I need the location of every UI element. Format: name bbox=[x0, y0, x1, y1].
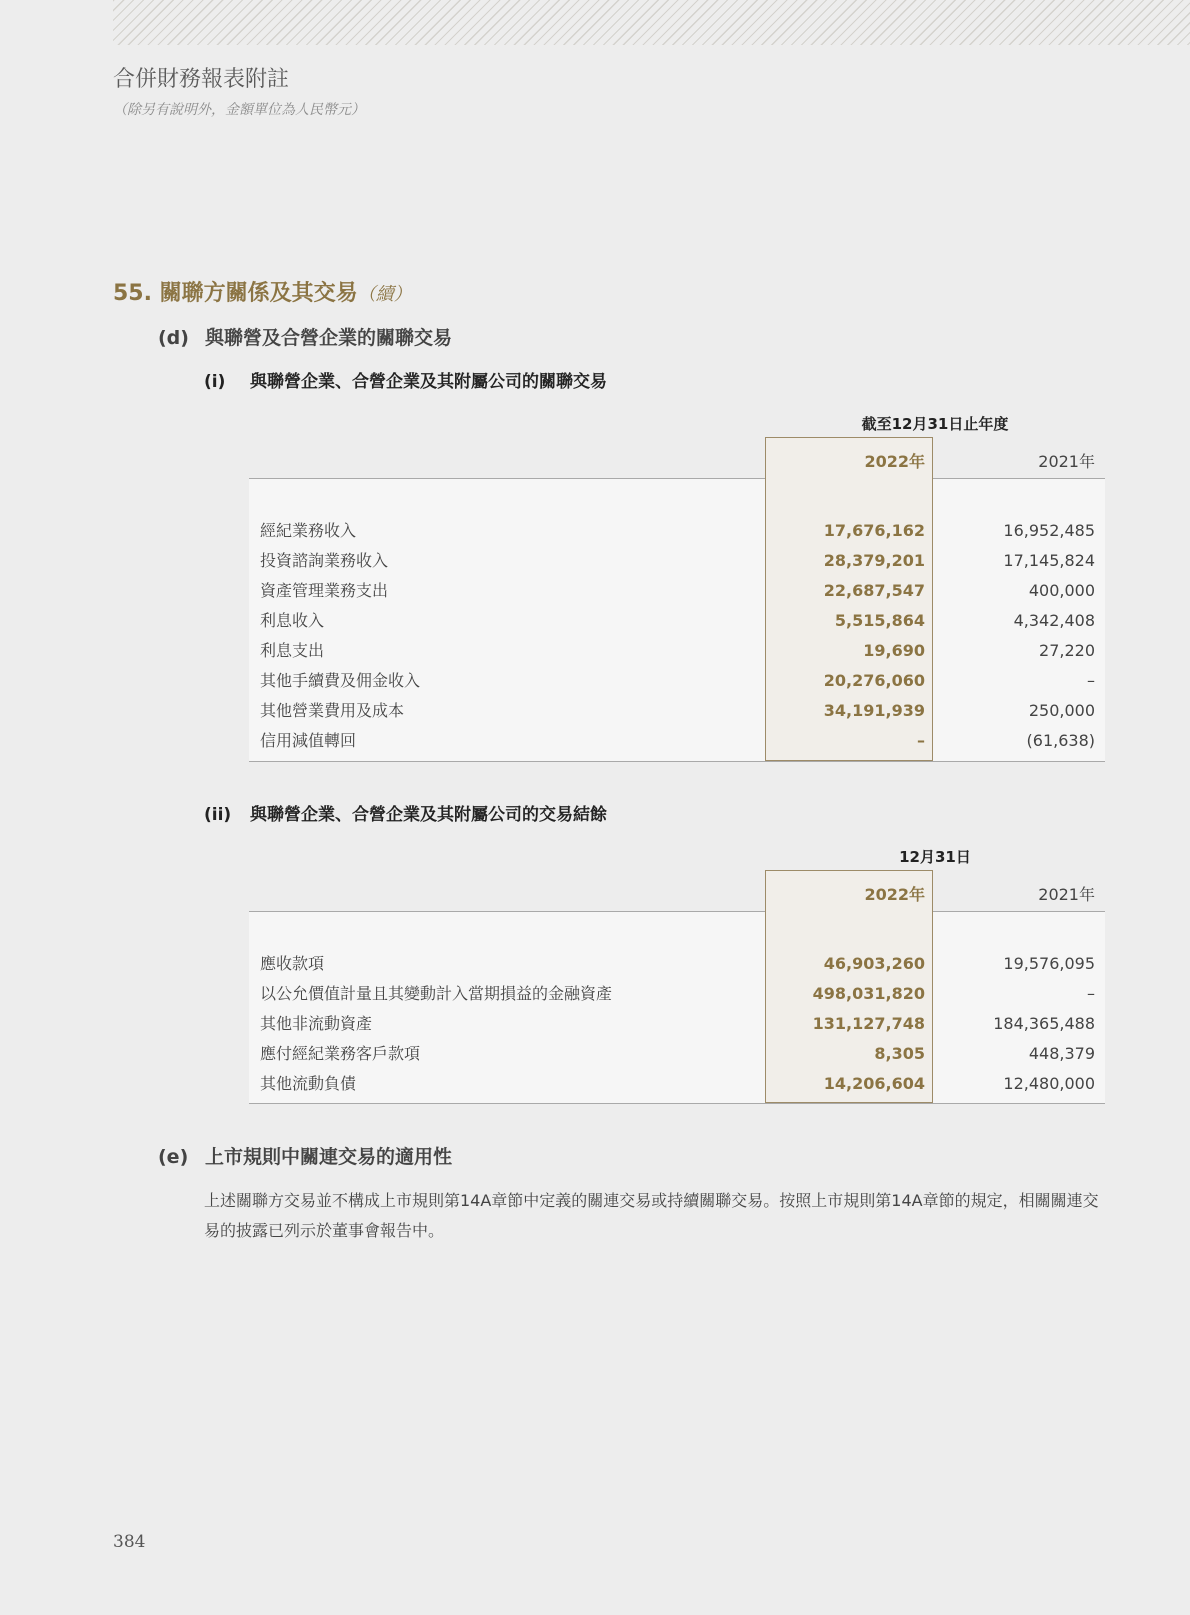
value-2022: – bbox=[917, 731, 925, 750]
value-2021: 16,952,485 bbox=[1003, 521, 1095, 540]
row-label: 資產管理業務支出 bbox=[260, 581, 389, 600]
value-2022: 498,031,820 bbox=[812, 984, 925, 1003]
row-label: 其他非流動資產 bbox=[260, 1014, 373, 1033]
subsection-d-title: 與聯營及合營企業的關聯交易 bbox=[205, 327, 453, 349]
value-2021: 12,480,000 bbox=[1003, 1074, 1095, 1093]
value-2021: – bbox=[1087, 671, 1095, 690]
subsection-e-paragraph: 上述關聯方交易並不構成上市規則第14A章節中定義的關連交易或持續關聯交易。按照上市規則第14A章節的規定，相關關連交易的披露已列示於董事會報告中。 bbox=[204, 1191, 1099, 1240]
value-2022: 46,903,260 bbox=[823, 954, 925, 973]
value-2021: (61,638) bbox=[1026, 731, 1095, 750]
row-label: 信用減值轉回 bbox=[260, 731, 357, 750]
table-i-col-2022: 2022年 bbox=[864, 452, 925, 471]
table-row bbox=[249, 696, 1105, 726]
row-label: 利息支出 bbox=[260, 641, 325, 660]
row-label: 經紀業務收入 bbox=[260, 521, 357, 540]
row-label: 其他營業費用及成本 bbox=[260, 701, 405, 720]
row-label: 其他流動負債 bbox=[260, 1074, 357, 1093]
table-row bbox=[249, 576, 1105, 606]
section-number: 55. bbox=[113, 281, 152, 306]
value-2021: 250,000 bbox=[1028, 701, 1095, 720]
table-row bbox=[249, 1039, 1105, 1069]
value-2021: 184,365,488 bbox=[993, 1014, 1095, 1033]
table-row bbox=[249, 606, 1105, 636]
table-i-label: (i) bbox=[204, 372, 226, 392]
table-row bbox=[249, 1009, 1105, 1039]
subsection-d-heading bbox=[158, 323, 452, 350]
row-label: 應收款項 bbox=[260, 954, 325, 973]
row-label: 應付經紀業務客戶款項 bbox=[260, 1044, 421, 1063]
value-2022: 19,690 bbox=[863, 641, 925, 660]
table-i-heading bbox=[204, 367, 607, 392]
row-label: 以公允價值計量且其變動計入當期損益的金融資產 bbox=[260, 984, 613, 1003]
table-ii-label: (ii) bbox=[204, 805, 232, 825]
table-row bbox=[249, 979, 1105, 1009]
table-ii-heading bbox=[204, 800, 607, 825]
page-number: 384 bbox=[113, 1532, 146, 1552]
table-row bbox=[249, 949, 1105, 979]
table-i-period: 截至12月31日止年度 bbox=[861, 415, 1009, 433]
subsection-e-label: (e) bbox=[158, 1146, 189, 1168]
page-header-title: 合併財務報表附註 bbox=[113, 67, 290, 92]
row-label: 其他手續費及佣金收入 bbox=[260, 671, 421, 690]
section-continued: （續） bbox=[357, 284, 412, 305]
value-2021: 400,000 bbox=[1028, 581, 1095, 600]
table-row bbox=[249, 636, 1105, 666]
table-row bbox=[249, 666, 1105, 696]
subsection-e-heading bbox=[158, 1142, 452, 1169]
section-title: 關聯方關係及其交易 bbox=[159, 281, 358, 306]
table-ii-col-2022: 2022年 bbox=[864, 885, 925, 904]
table-i-title: 與聯營企業、合營企業及其附屬公司的關聯交易 bbox=[250, 372, 607, 392]
table-row bbox=[249, 1069, 1105, 1099]
table-row bbox=[249, 516, 1105, 546]
section-55-heading bbox=[113, 276, 412, 307]
value-2021: 17,145,824 bbox=[1003, 551, 1095, 570]
table-i-col-2021: 2021年 bbox=[1038, 452, 1095, 471]
value-2021: 19,576,095 bbox=[1003, 954, 1095, 973]
value-2021: 27,220 bbox=[1039, 641, 1095, 660]
value-2022: 131,127,748 bbox=[812, 1014, 925, 1033]
subsection-d-label: (d) bbox=[158, 327, 189, 349]
value-2022: 22,687,547 bbox=[823, 581, 925, 600]
table-ii-period: 12月31日 bbox=[899, 848, 971, 866]
value-2022: 14,206,604 bbox=[823, 1074, 925, 1093]
value-2022: 28,379,201 bbox=[823, 551, 925, 570]
value-2021: 448,379 bbox=[1028, 1044, 1095, 1063]
value-2022: 8,305 bbox=[874, 1044, 925, 1063]
value-2022: 34,191,939 bbox=[823, 701, 925, 720]
value-2022: 17,676,162 bbox=[823, 521, 925, 540]
table-row bbox=[249, 726, 1105, 756]
value-2021: – bbox=[1087, 984, 1095, 1003]
value-2022: 20,276,060 bbox=[823, 671, 925, 690]
table-row bbox=[249, 546, 1105, 576]
value-2021: 4,342,408 bbox=[1013, 611, 1095, 630]
value-2022: 5,515,864 bbox=[834, 611, 925, 630]
subsection-e-title: 上市規則中關連交易的適用性 bbox=[205, 1146, 453, 1168]
header-hatch-band bbox=[113, 0, 1190, 45]
table-ii-col-2021: 2021年 bbox=[1038, 885, 1095, 904]
table-ii-title: 與聯營企業、合營企業及其附屬公司的交易結餘 bbox=[250, 805, 607, 825]
row-label: 利息收入 bbox=[260, 611, 325, 630]
page-header-subtitle: （除另有說明外，金額單位為人民幣元） bbox=[113, 102, 365, 118]
row-label: 投資諮詢業務收入 bbox=[260, 551, 389, 570]
